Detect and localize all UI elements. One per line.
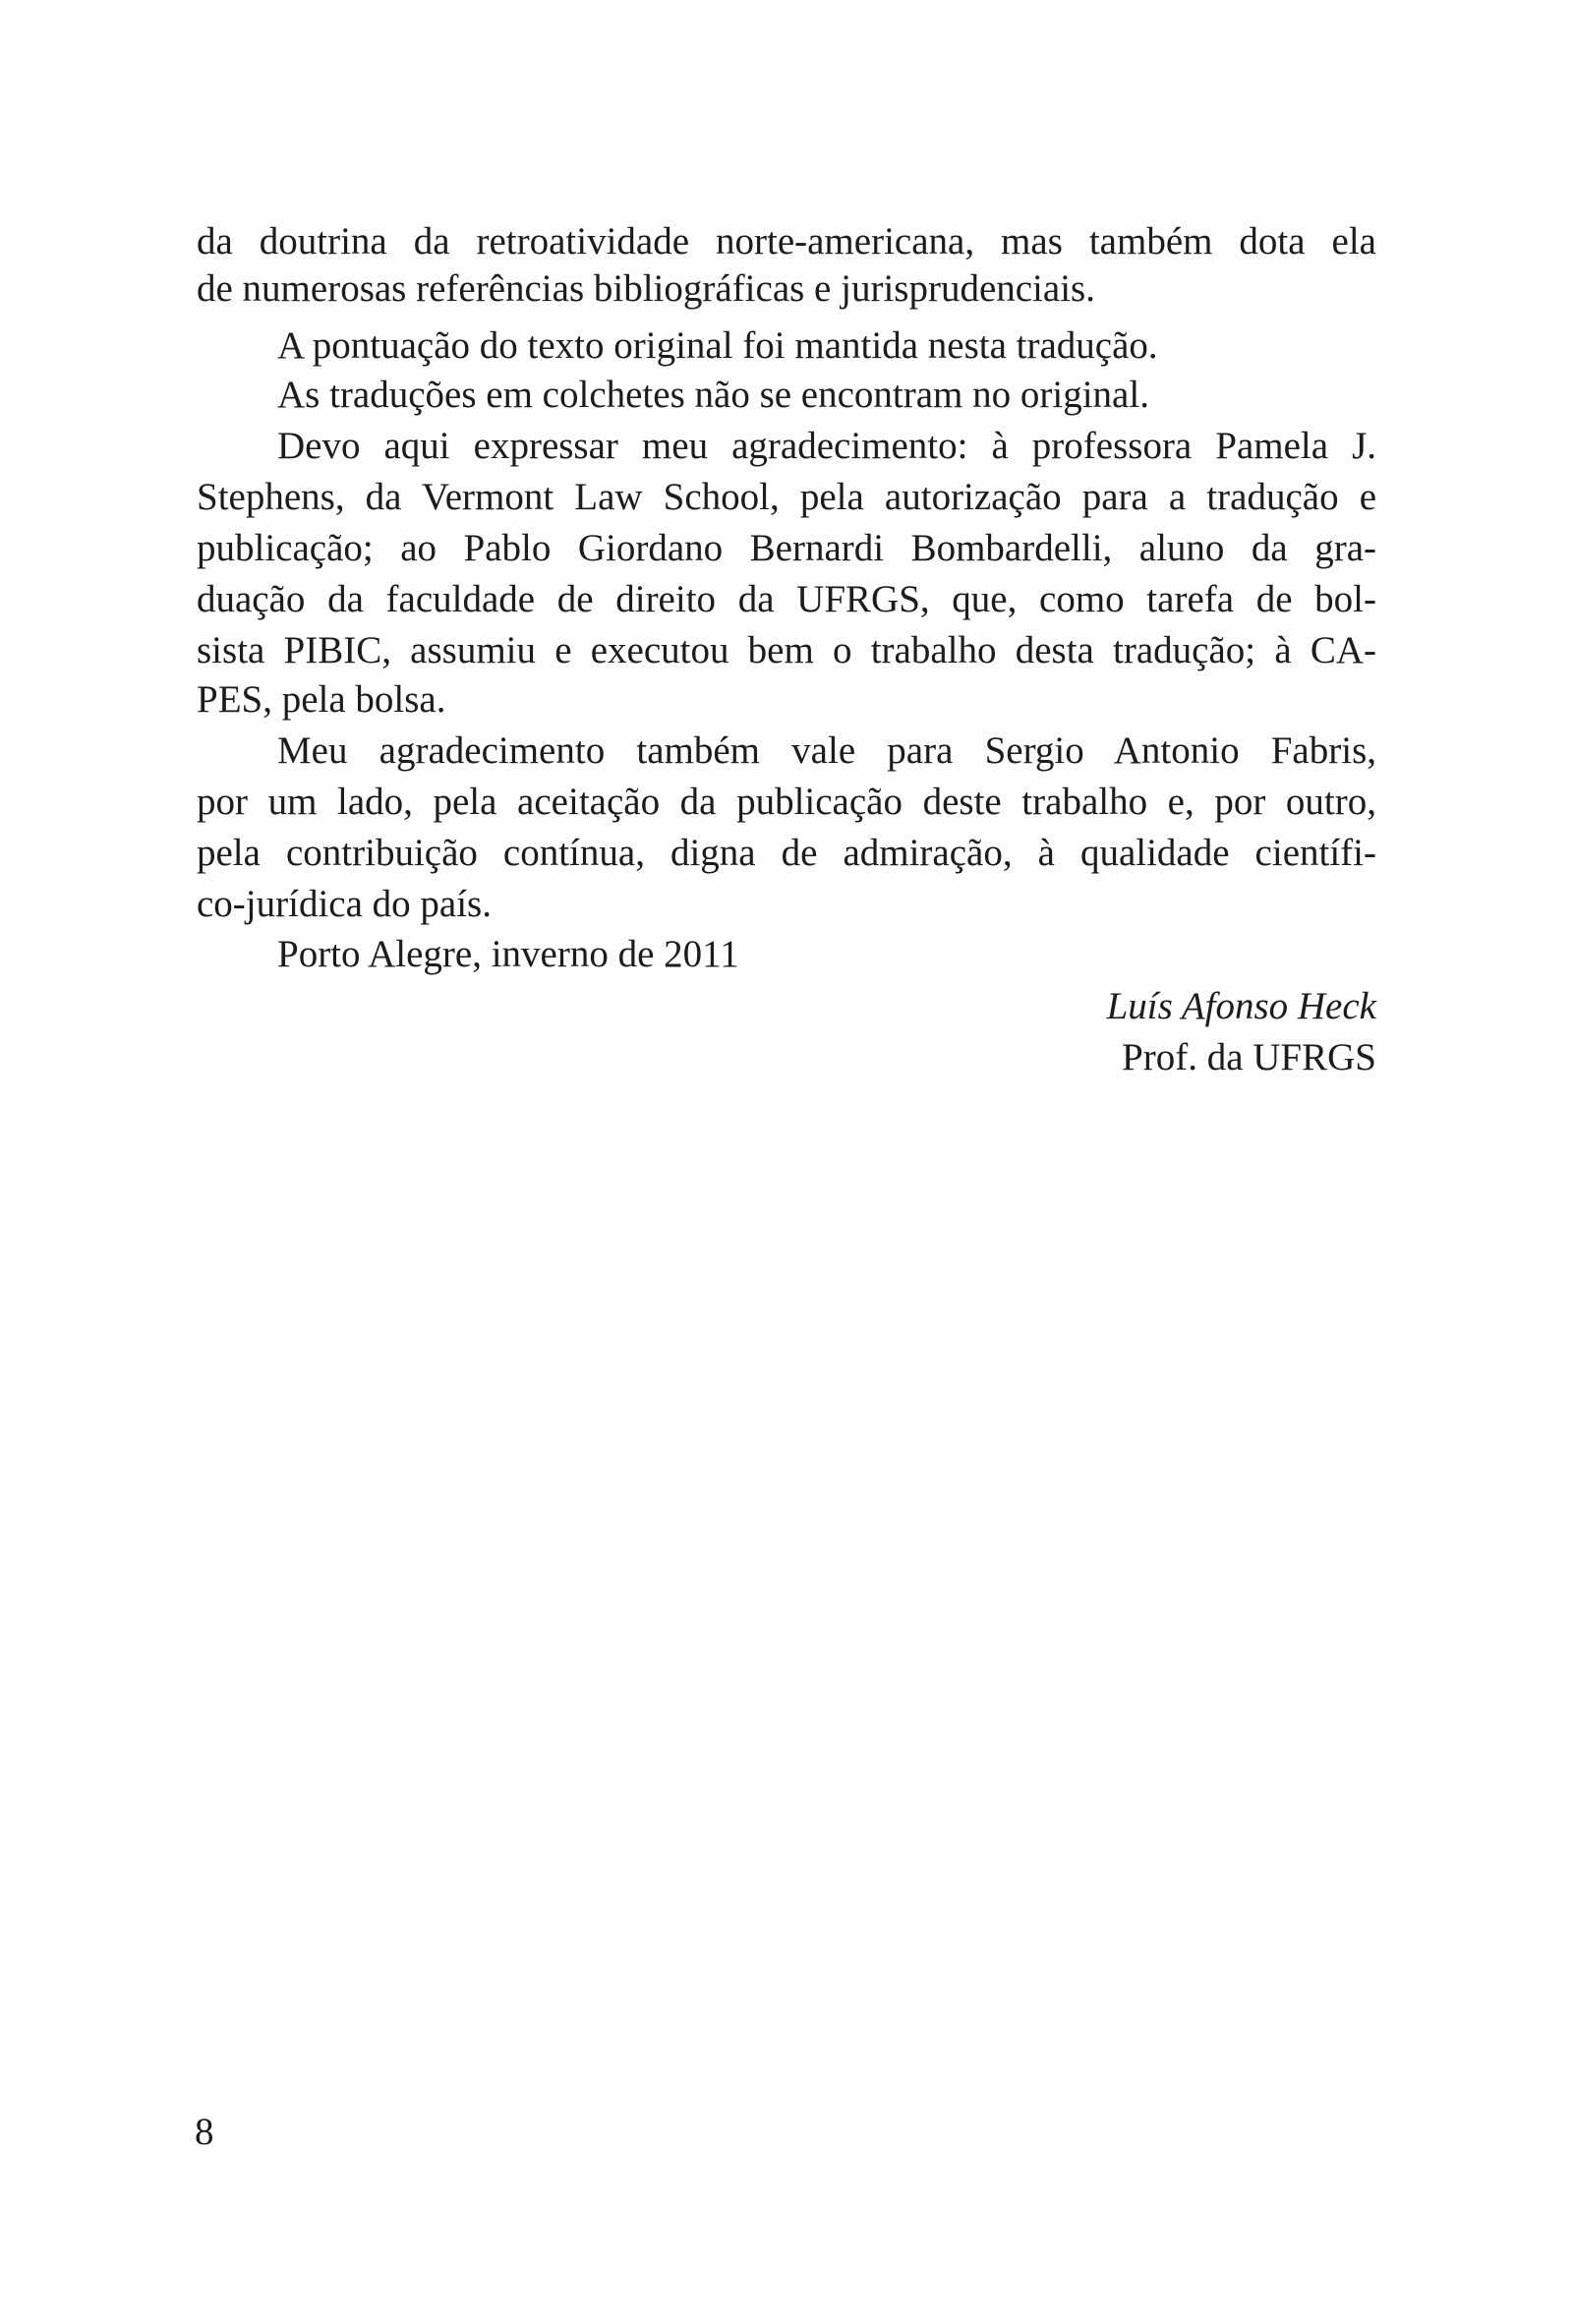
text-line-13: pela contribuição contínua, digna de admiração, à qualidade científi- [197, 832, 1376, 874]
page-number: 8 [195, 2111, 214, 2153]
text-line-11: Meu agradecimento também vale para Sergio Antonio Fabris, [277, 729, 1376, 772]
text-line-14: co-jurídica do país. [197, 883, 492, 925]
signature-name: Luís Afonso Heck [1106, 985, 1376, 1027]
text-line-3: A pontuação do texto original foi mantida nesta tradução. [277, 324, 1158, 367]
signature-title: Prof. da UFRGS [1122, 1036, 1376, 1078]
text-line-8: duação da faculdade de direito da UFRGS, que, como tarefa de bol- [197, 578, 1376, 620]
text-line-6: Stephens, da Vermont Law School, pela autorização para a tradução e [197, 476, 1376, 518]
text-line-7: publicação; ao Pablo Giordano Bernardi Bombardelli, aluno da gra- [197, 527, 1376, 569]
text-line-10: PES, pela bolsa. [197, 678, 446, 721]
text-line-2: de numerosas referências bibliográficas e jurisprudenciais. [197, 267, 1095, 310]
text-line-12: por um lado, pela aceitação da publicação deste trabalho e, por outro, [197, 781, 1376, 823]
text-line-5: Devo aqui expressar meu agradecimento: à professora Pamela J. [277, 425, 1376, 467]
text-line-9: sista PIBIC, assumiu e executou bem o trabalho desta tradução; à CA- [197, 629, 1376, 671]
text-line-1: da doutrina da retroatividade norte-americana, mas também dota ela [197, 220, 1376, 262]
closing-place-date: Porto Alegre, inverno de 2011 [277, 933, 739, 975]
text-line-4: As traduções em colchetes não se encontram no original. [277, 374, 1149, 416]
